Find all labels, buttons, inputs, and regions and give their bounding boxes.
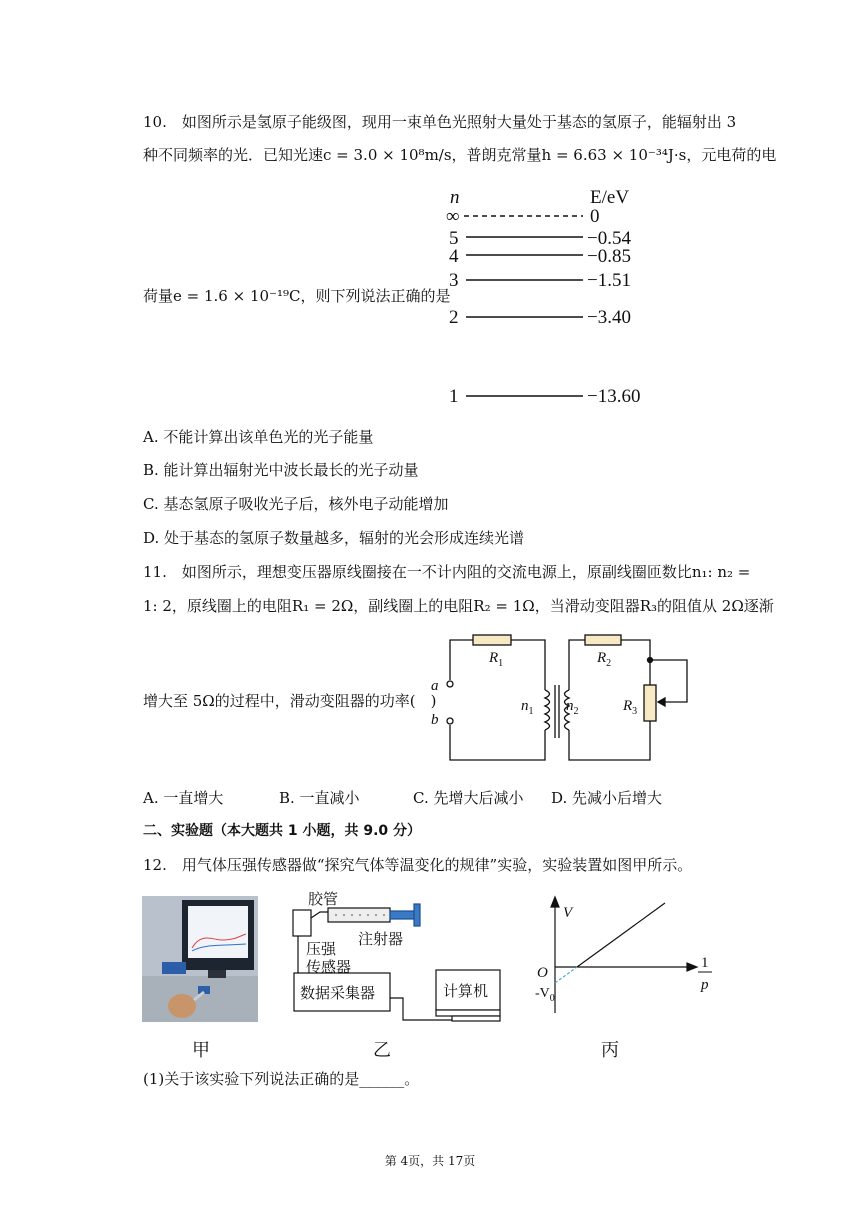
- q12-subquestion-1: (1)关于该实验下列说法正确的是______。: [143, 1070, 420, 1088]
- q11-line3: 增大至 5Ω的过程中，滑动变阻器的功率( ): [143, 692, 437, 710]
- r2-label: R: [597, 650, 607, 666]
- level-e-5: −0.54: [587, 228, 631, 249]
- energy-level-diagram: [440, 185, 670, 410]
- section-heading: 二、实验题（本大题共 1 小题，共 9.0 分）: [143, 823, 422, 839]
- caption-yi: 乙: [373, 1040, 391, 1061]
- q11-line2: 1: 2，原线圈上的电阻R₁ = 2Ω，副线圈上的电阻R₂ = 1Ω，当滑动变阻器R₃的阻值从 2Ω逐渐: [143, 597, 774, 615]
- terminal-b: b: [431, 712, 439, 728]
- q10-line3: 荷量e = 1.6 × 10⁻¹⁹C，则下列说法正确的是: [143, 287, 451, 305]
- svg-text:n1: $n_1$: [521, 698, 534, 717]
- svg-text:n2: $n_2$: [566, 698, 579, 717]
- level-e-inf: 0: [590, 206, 600, 227]
- q11-option-d: D. 先减小后增大: [551, 789, 663, 807]
- apparatus-diagram-yi: [288, 888, 503, 1023]
- q10-option-a: A. 不能计算出该单色光的光子能量: [143, 428, 374, 446]
- origin-label: O: [537, 965, 548, 981]
- intercept-label: -V: [535, 986, 550, 1001]
- page-footer: 第 4页，共 17页: [384, 1154, 476, 1168]
- level-n-2: 2: [449, 307, 459, 328]
- svg-text:R3: $R_3$: [623, 698, 638, 717]
- caption-bing: 丙: [601, 1040, 619, 1061]
- q10-line1: 10. 如图所示是氢原子能级图，现用一束单色光照射大量处于基态的氢原子，能辐射出 3: [143, 113, 737, 131]
- label-collector: 数据采集器: [300, 986, 376, 1002]
- terminal-a: a: [431, 678, 439, 694]
- q11-option-b: B. 一直减小: [279, 789, 360, 807]
- transformer-circuit: [425, 630, 695, 770]
- q11-option-c: C. 先增大后减小: [413, 789, 524, 807]
- svg-text:R1: $R_1$: [489, 650, 504, 669]
- level-e-3: −1.51: [587, 270, 631, 291]
- level-e-4: −0.85: [587, 246, 631, 267]
- level-n-4: 4: [449, 246, 459, 267]
- photo-jia: [142, 896, 258, 1022]
- label-sensor-2: 传感器: [306, 960, 352, 976]
- level-n-1: 1: [449, 386, 459, 407]
- n2-label: n: [566, 698, 574, 714]
- v-vs-inverse-p-graph: [535, 895, 715, 1025]
- svg-text:-V0: $-V_0$: [535, 986, 555, 1004]
- axis-one-label: 1: [701, 955, 709, 971]
- caption-jia: 甲: [192, 1040, 210, 1061]
- label-syringe: 注射器: [358, 932, 404, 948]
- svg-text:R2: $R_2$: [597, 650, 612, 669]
- label-computer: 计算机: [443, 984, 489, 1000]
- label-sensor-1: 压强: [306, 942, 337, 958]
- level-n-inf: ∞: [446, 206, 460, 227]
- r3-label: R: [623, 698, 633, 714]
- n-axis-label: n: [450, 187, 460, 208]
- q11-option-a: A. 一直增大: [143, 789, 224, 807]
- label-tube: 胶管: [308, 892, 339, 908]
- r1-label: R: [489, 650, 499, 666]
- level-n-3: 3: [449, 270, 459, 291]
- q11-line1: 11. 如图所示，理想变压器原线圈接在一不计内阻的交流电源上，原副线圈匝数比n₁: n₂ =: [143, 563, 751, 581]
- level-e-2: −3.40: [587, 307, 631, 328]
- axis-v-label: V: [563, 905, 573, 921]
- level-n-5: 5: [449, 228, 459, 249]
- q12-line1: 12. 用气体压强传感器做“探究气体等温变化的规律”实验，实验装置如图甲所示。: [143, 856, 693, 874]
- q10-option-c: C. 基态氢原子吸收光子后，核外电子动能增加: [143, 495, 449, 513]
- q10-option-d: D. 处于基态的氢原子数量越多，辐射的光会形成连续光谱: [143, 529, 525, 547]
- axis-p-label: p: [701, 977, 709, 993]
- n1-label: n: [521, 698, 529, 714]
- energy-axis-label: E/eV: [590, 187, 630, 208]
- q10-option-b: B. 能计算出辐射光中波长最长的光子动量: [143, 461, 419, 479]
- level-e-1: −13.60: [587, 386, 641, 407]
- q10-line2: 种不同频率的光．已知光速c = 3.0 × 10⁸m/s，普朗克常量h = 6.63 × 10⁻³⁴J·s，元电荷的电: [143, 146, 777, 164]
